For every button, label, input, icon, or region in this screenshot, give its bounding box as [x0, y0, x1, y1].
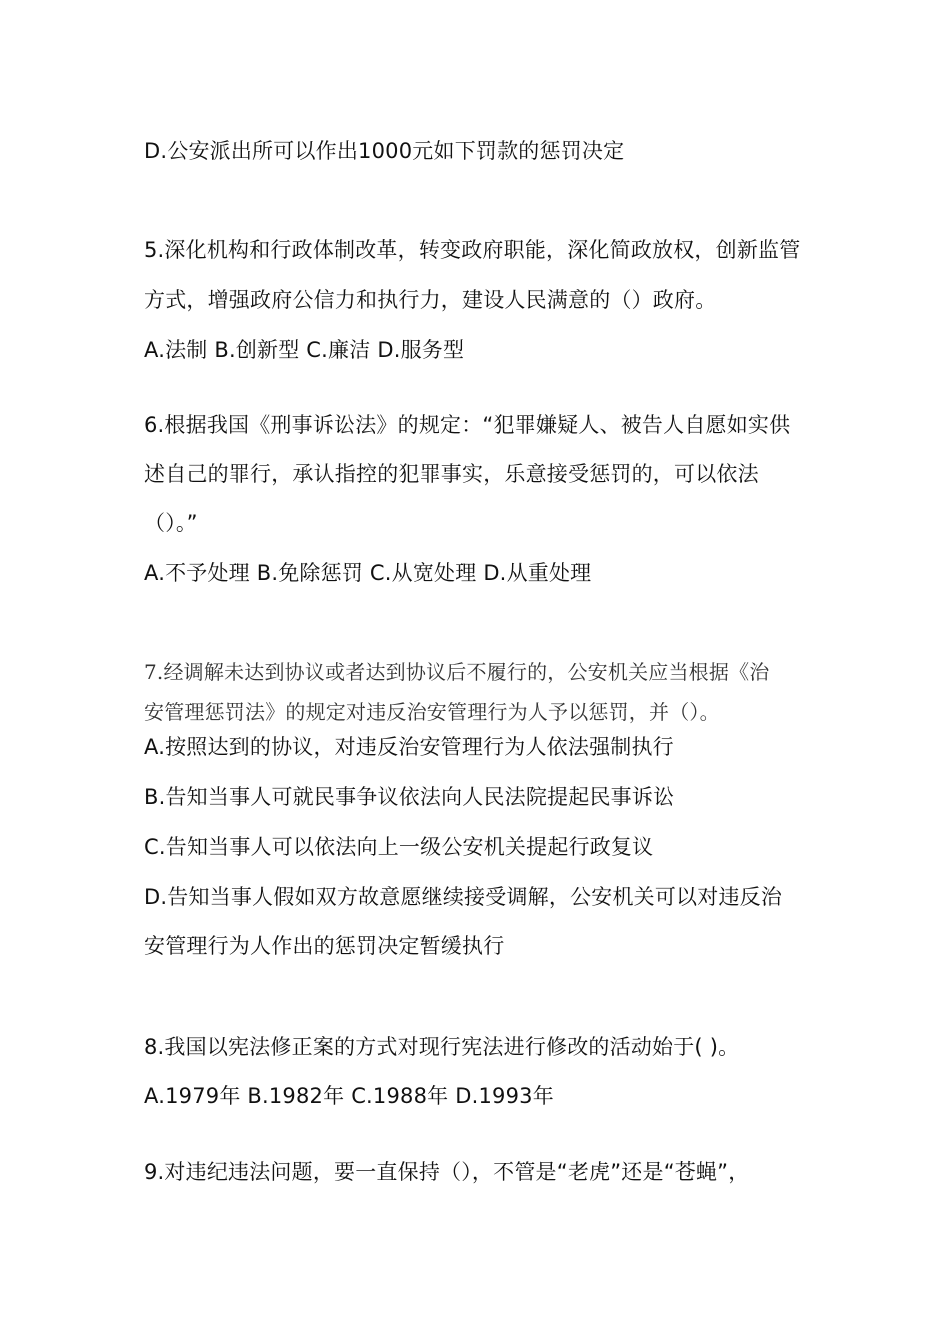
q5-stem-line-2: 方式，增强政府公信力和执行力，建设人民满意的（）政府。 — [144, 288, 717, 312]
q6-stem-line-1: 6.根据我国《刑事诉讼法》的规定：“犯罪嫌疑人、被告人自愿如实供 — [144, 413, 791, 437]
q9-stem-line-1: 9.对违纪违法问题，要一直保持（），不管是“老虎”还是“苍蝇”， — [144, 1160, 750, 1184]
q5-options: A.法制 B.创新型 C.廉洁 D.服务型 — [144, 338, 465, 362]
q6-stem-line-3: （）。” — [144, 511, 198, 535]
q7-option-a: A.按照达到的协议，对违反治安管理行为人依法强制执行 — [144, 735, 674, 759]
q5-stem-line-1: 5.深化机构和行政体制改革，转变政府职能，深化简政放权，创新监管 — [144, 238, 801, 262]
q4-option-d: D.公安派出所可以作出1000元如下罚款的惩罚决定 — [144, 139, 625, 163]
q7-stem-line-1: 7.经调解未达到协议或者达到协议后不履行的，公安机关应当根据《治 — [144, 660, 770, 684]
q6-stem-line-2: 述自己的罪行，承认指控的犯罪事实，乐意接受惩罚的，可以依法 — [144, 462, 759, 486]
q7-option-c: C.告知当事人可以依法向上一级公安机关提起行政复议 — [144, 835, 654, 859]
q7-option-d-line-2: 安管理行为人作出的惩罚决定暂缓执行 — [144, 934, 505, 958]
q7-option-d-line-1: D.告知当事人假如双方故意愿继续接受调解，公安机关可以对违反治 — [144, 885, 783, 909]
q7-option-b: B.告知当事人可就民事争议依法向人民法院提起民事诉讼 — [144, 785, 675, 809]
q6-options: A.不予处理 B.免除惩罚 C.从宽处理 D.从重处理 — [144, 561, 592, 585]
q8-options: A.1979年 B.1982年 C.1988年 D.1993年 — [144, 1084, 554, 1108]
q7-stem-line-2: 安管理惩罚法》的规定对违反治安管理行为人予以惩罚，并（）。 — [144, 700, 720, 724]
q8-stem: 8.我国以宪法修正案的方式对现行宪法进行修改的活动始于( )。 — [144, 1035, 740, 1059]
